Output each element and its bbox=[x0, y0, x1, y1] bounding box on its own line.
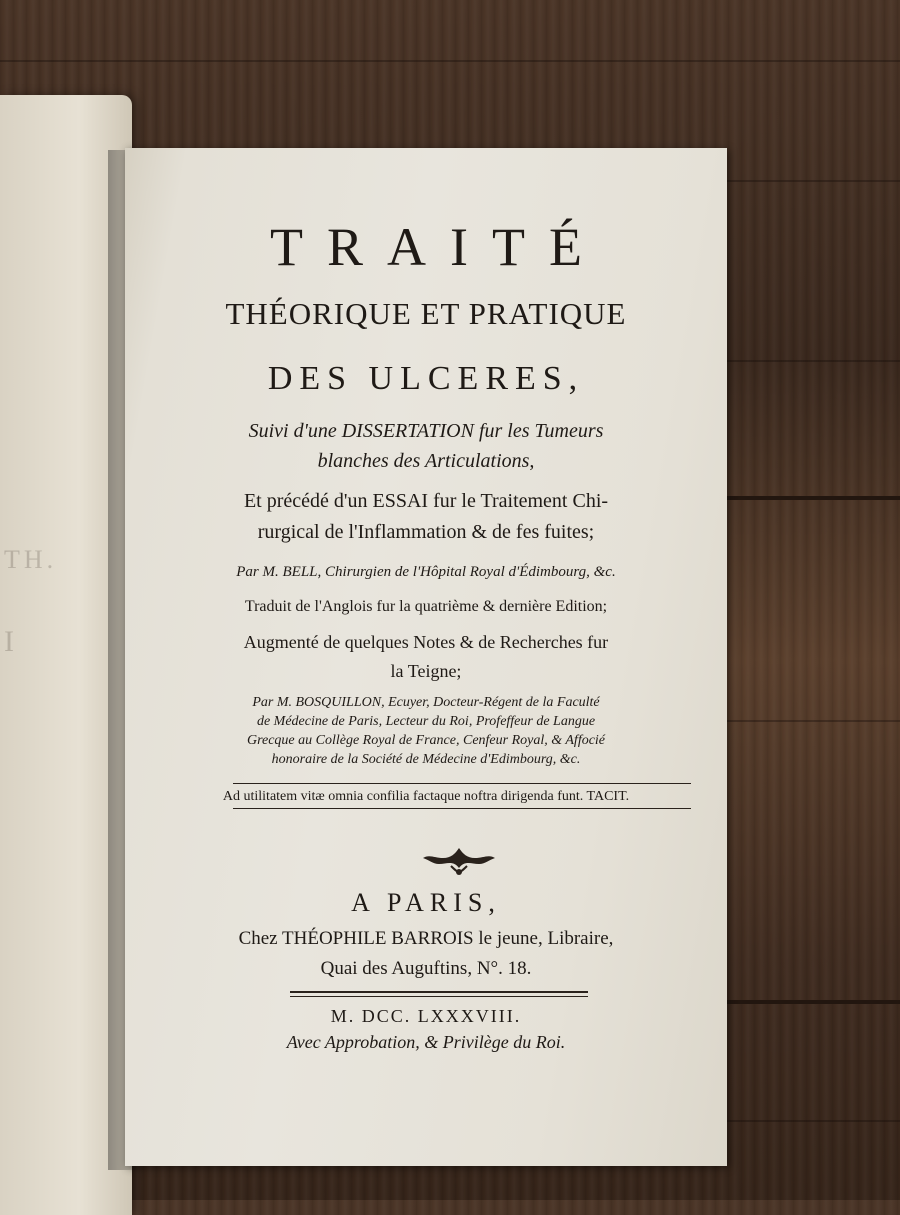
imprint-city: A PARIS, bbox=[351, 888, 501, 917]
wood-grain bbox=[0, 60, 900, 62]
book-subtitle: THÉORIQUE ET PRATIQUE bbox=[225, 296, 627, 331]
augmente-text: Augmenté de quelques Notes & de Recherches fur bbox=[243, 632, 609, 652]
epigraph: Ad utilitatem vitæ omnia confilia factaque noftra dirigenda funt. TACIT. bbox=[222, 789, 630, 804]
plank-seam bbox=[720, 1000, 900, 1004]
author-line: Par M. BELL, Chirurgien de l'Hôpital Royal d'Édimbourg, &c. bbox=[236, 564, 616, 580]
privilege-line: Avec Approbation, & Privilège du Roi. bbox=[286, 1032, 566, 1052]
publication-year: M. DCC. LXXXVIII. bbox=[330, 1006, 522, 1026]
title-page bbox=[125, 148, 727, 1166]
translation-line: Traduit de l'Anglois fur la quatrième & dernière Edition; bbox=[244, 598, 608, 615]
precede-text: rurgical de l'Inflammation & de fes fuites; bbox=[257, 521, 595, 543]
show-through-text: I bbox=[4, 625, 18, 658]
precede-text: Et précédé d'un ESSAI fur le Traitement Chi- bbox=[243, 490, 609, 512]
translator-text: honoraire de la Société de Médecine d'Edimbourg, &c. bbox=[271, 752, 581, 767]
fleuron-ornament-icon bbox=[421, 842, 497, 876]
divider-rule bbox=[290, 996, 588, 997]
show-through-text: TH. bbox=[4, 545, 58, 574]
suivi-text: blanches des Articulations, bbox=[317, 450, 535, 472]
augmente-text: la Teigne; bbox=[390, 661, 462, 681]
divider-rule bbox=[233, 783, 691, 784]
translator-text: Grecque au Collège Royal de France, Cenfeur Royal, & Affocié bbox=[246, 733, 606, 748]
translator-text: Par M. BOSQUILLON, Ecuyer, Docteur-Régent de la Faculté bbox=[252, 695, 600, 710]
translator-text: de Médecine de Paris, Lecteur du Roi, Profeffeur de Langue bbox=[256, 714, 596, 729]
book-title: TRAITÉ bbox=[270, 217, 606, 277]
plank-seam bbox=[720, 496, 900, 500]
imprint-publisher: Chez THÉOPHILE BARROIS le jeune, Libraire, bbox=[238, 928, 614, 949]
divider-rule bbox=[290, 991, 588, 993]
suivi-text: Suivi d'une DISSERTATION fur les Tumeurs bbox=[248, 420, 604, 442]
book-subtitle: DES ULCERES, bbox=[267, 360, 585, 397]
imprint-address: Quai des Auguftins, N°. 18. bbox=[320, 958, 532, 979]
divider-rule bbox=[233, 808, 691, 809]
